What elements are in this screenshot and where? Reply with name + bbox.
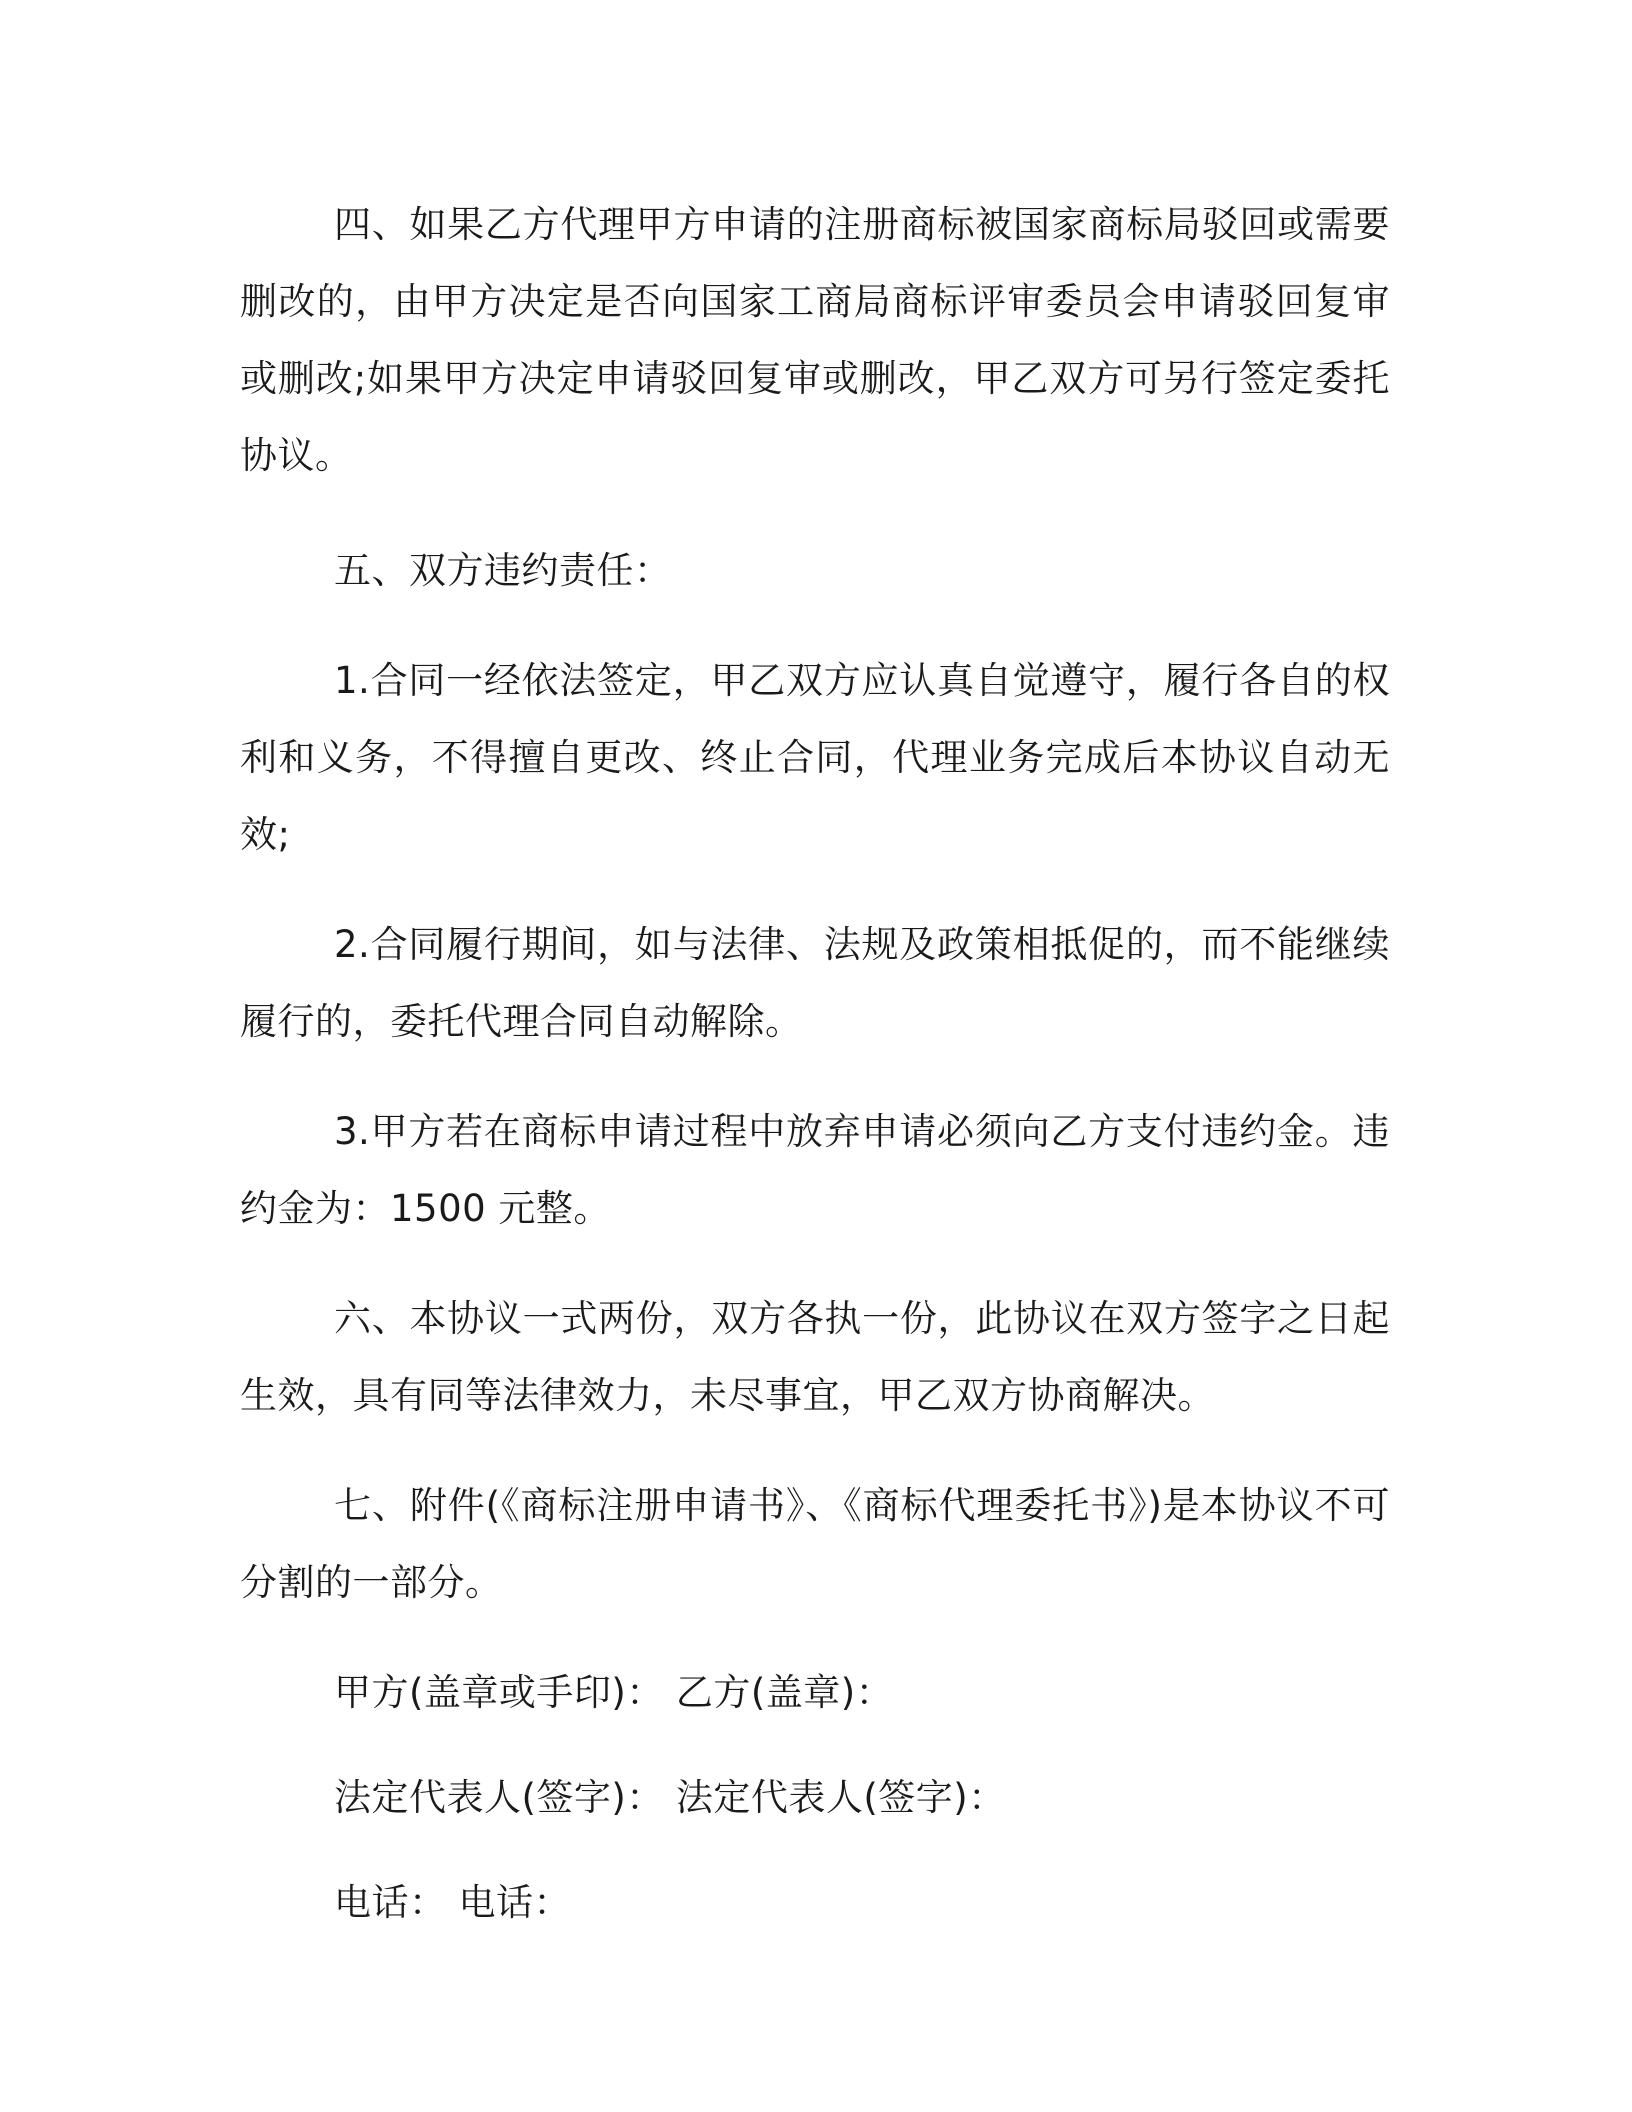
party-b-rep-label: 法定代表人(签字)： — [675, 1776, 1006, 1819]
party-b-phone-label: 电话： — [458, 1881, 571, 1924]
party-a-phone-label: 电话： — [334, 1881, 447, 1924]
signature-representative-line — [240, 1759, 1390, 1836]
clause-5-heading: 五、双方违约责任： — [334, 549, 672, 592]
clause-5-item-1: 1.合同一经依法签定，甲乙双方应认真自觉遵守，履行各自的权利和义务，不得擅自更改、终止合同，代理业务完成后本协议自动无效; — [240, 659, 1390, 856]
party-a-rep-label: 法定代表人(签字)： — [334, 1776, 664, 1819]
clause-5-item-2: 2.合同履行期间，如与法律、法规及政策相抵促的，而不能继续履行的，委托代理合同自动解除。 — [240, 923, 1390, 1043]
document-page — [240, 186, 1390, 1969]
party-a-seal-label: 甲方(盖章或手印)： — [334, 1671, 664, 1714]
signature-seal-line — [240, 1654, 1390, 1731]
signature-phone-line — [240, 1864, 1390, 1941]
party-b-seal-label: 乙方(盖章)： — [675, 1671, 894, 1714]
clause-4-paragraph: 四、如果乙方代理甲方申请的注册商标被国家商标局驳回或需要删改的，由甲方决定是否向国家工商局商标评审委员会申请驳回复审或删改;如果甲方决定申请驳回复审或删改，甲乙双方可另行签定委托协议。 — [240, 203, 1390, 477]
clause-7-paragraph: 七、附件(《商标注册申请书》、《商标代理委托书》)是本协议不可分割的一部分。 — [240, 1484, 1390, 1604]
clause-6-paragraph: 六、本协议一式两份，双方各执一份，此协议在双方签字之日起生效，具有同等法律效力，未尽事宜，甲乙双方协商解决。 — [240, 1297, 1390, 1417]
clause-5-item-3: 3.甲方若在商标申请过程中放弃申请必须向乙方支付违约金。违约金为：1500 元整。 — [240, 1110, 1390, 1230]
